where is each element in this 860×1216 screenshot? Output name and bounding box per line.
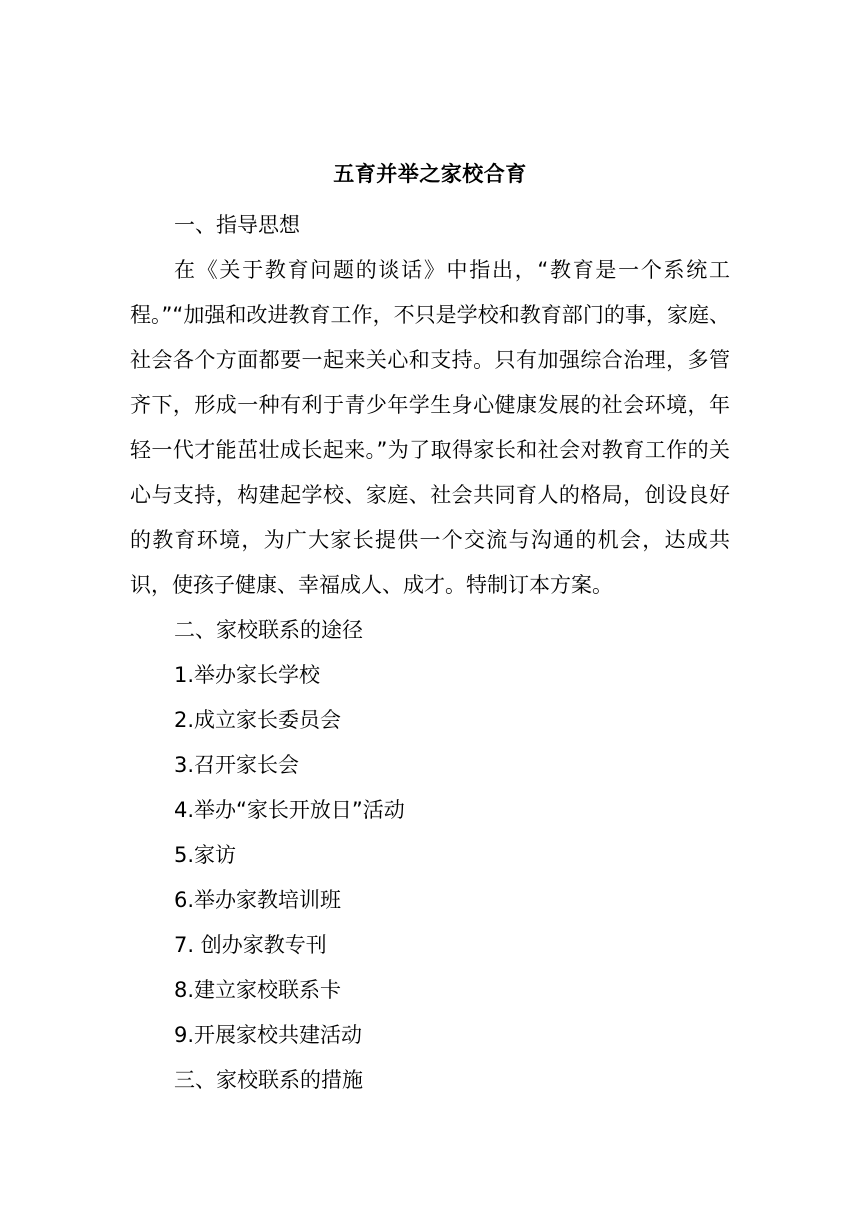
document-body xyxy=(130,203,730,1103)
list-item: 8.建立家校联系卡 xyxy=(174,978,342,1002)
list-item: 5.家访 xyxy=(174,843,237,867)
section-heading-contact-measures: 三、家校联系的措施 xyxy=(174,1068,363,1092)
list-item: 6.举办家教培训班 xyxy=(174,888,342,912)
list-item: 3.召开家长会 xyxy=(174,753,300,777)
list-item: 1.举办家长学校 xyxy=(174,663,321,687)
section-heading-guiding-ideology: 一、指导思想 xyxy=(174,213,300,237)
list-item: 7. 创办家教专刊 xyxy=(174,933,327,957)
list-item: 2.成立家长委员会 xyxy=(174,708,342,732)
document-title: 五育并举之家校合育 xyxy=(333,162,527,186)
list-item: 9.开展家校共建活动 xyxy=(174,1023,363,1047)
list-item: 4.举办“家长开放日”活动 xyxy=(174,798,405,822)
section-heading-contact-channels: 二、家校联系的途径 xyxy=(174,618,363,642)
guiding-ideology-paragraph: 在《关于教育问题的谈话》中指出，“教育是一个系统工程。”“加强和改进教育工作，不只是学校和教育部门的事，家庭、社会各个方面都要一起来关心和支持。只有加强综合治理，多管齐下，形成一种有利于青少年学生身心健康发展的社会环境，年轻一代才能茁壮成长起来。”为了取得家长和社会对教育工作的关心与支持，构建起学校、家庭、社会共同育人的格局，创设良好的教育环境，为广大家长提供一个交流与沟通的机会，达成共识，使孩子健康、幸福成人、成才。特制订本方案。 xyxy=(130,258,730,597)
